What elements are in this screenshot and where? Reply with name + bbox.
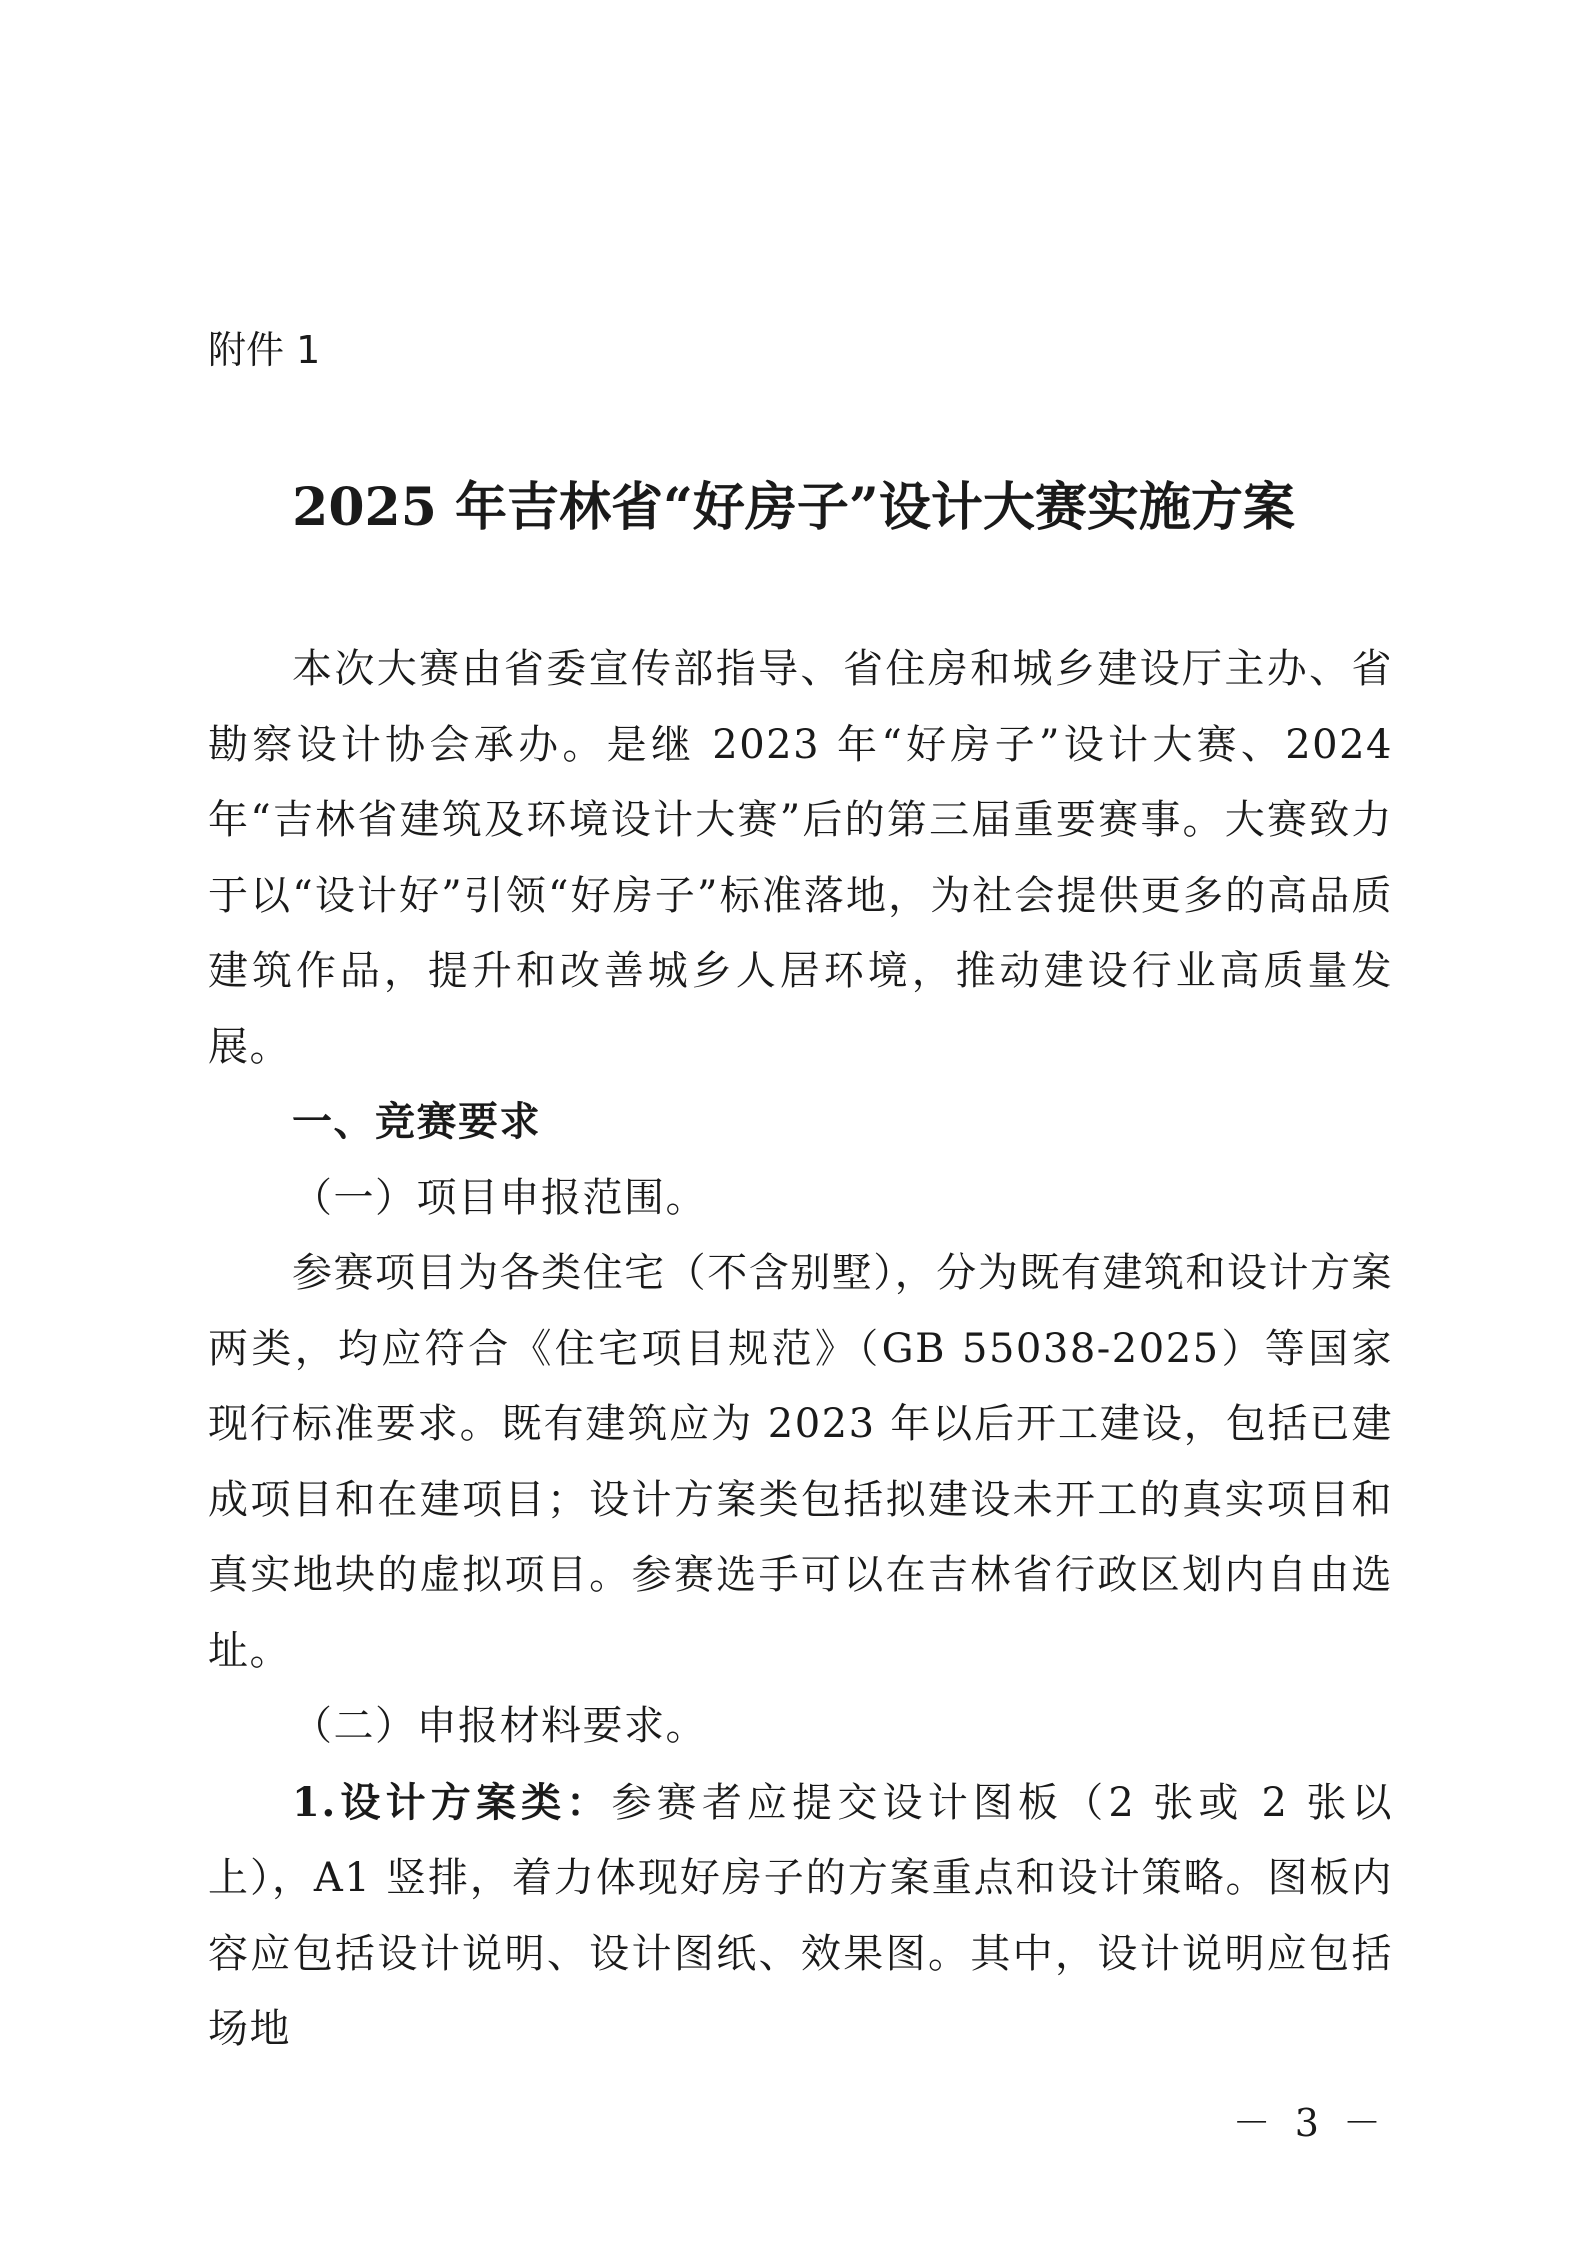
subsection-heading-materials: （二）申报材料要求。 (292, 1703, 707, 1749)
document-title: 2025 年吉林省“好房子”设计大赛实施方案 (292, 477, 1295, 538)
subsection-heading-scope: （一）项目申报范围。 (292, 1174, 707, 1221)
document-body (208, 632, 1393, 2068)
section-heading-requirements: 一、竞赛要求 (292, 1099, 541, 1145)
materials-item-1 (208, 1765, 1393, 2068)
scope-paragraph: 参赛项目为各类住宅（不含别墅），分为既有建筑和设计方案两类，均应符合《住宅项目规范》（GB 55038-2025）等国家现行标准要求。既有建筑应为 2023 年以后开工建设，包括已建成项目和在建项目；设计方案类包括拟建设未开工的真实项目和真实地块的虚拟项目。参赛选手可以在吉林省行政区划内自由选址。 (208, 1250, 1393, 1674)
materials-item-1-text: 参赛者应提交设计图板（2 张或 2 张以上），A1 竖排，着力体现好房子的方案重点和设计策略。图板内容应包括设计说明、设计图纸、效果图。其中，设计说明应包括场地 (208, 1779, 1393, 2052)
attachment-label: 附件 1 (208, 328, 321, 372)
page-number: － 3 － (1232, 2101, 1387, 2145)
intro-paragraph: 本次大赛由省委宣传部指导、省住房和城乡建设厅主办、省勘察设计协会承办。是继 2023 年“好房子”设计大赛、2024 年“吉林省建筑及环境设计大赛”后的第三届重要赛事。大赛致力于以“设计好”引领“好房子”标准落地，为社会提供更多的高品质建筑作品，提升和改善城乡人居环境，推动建设行业高质量发展。 (208, 646, 1393, 1070)
materials-item-1-label: 1.设计方案类： (292, 1778, 612, 1826)
